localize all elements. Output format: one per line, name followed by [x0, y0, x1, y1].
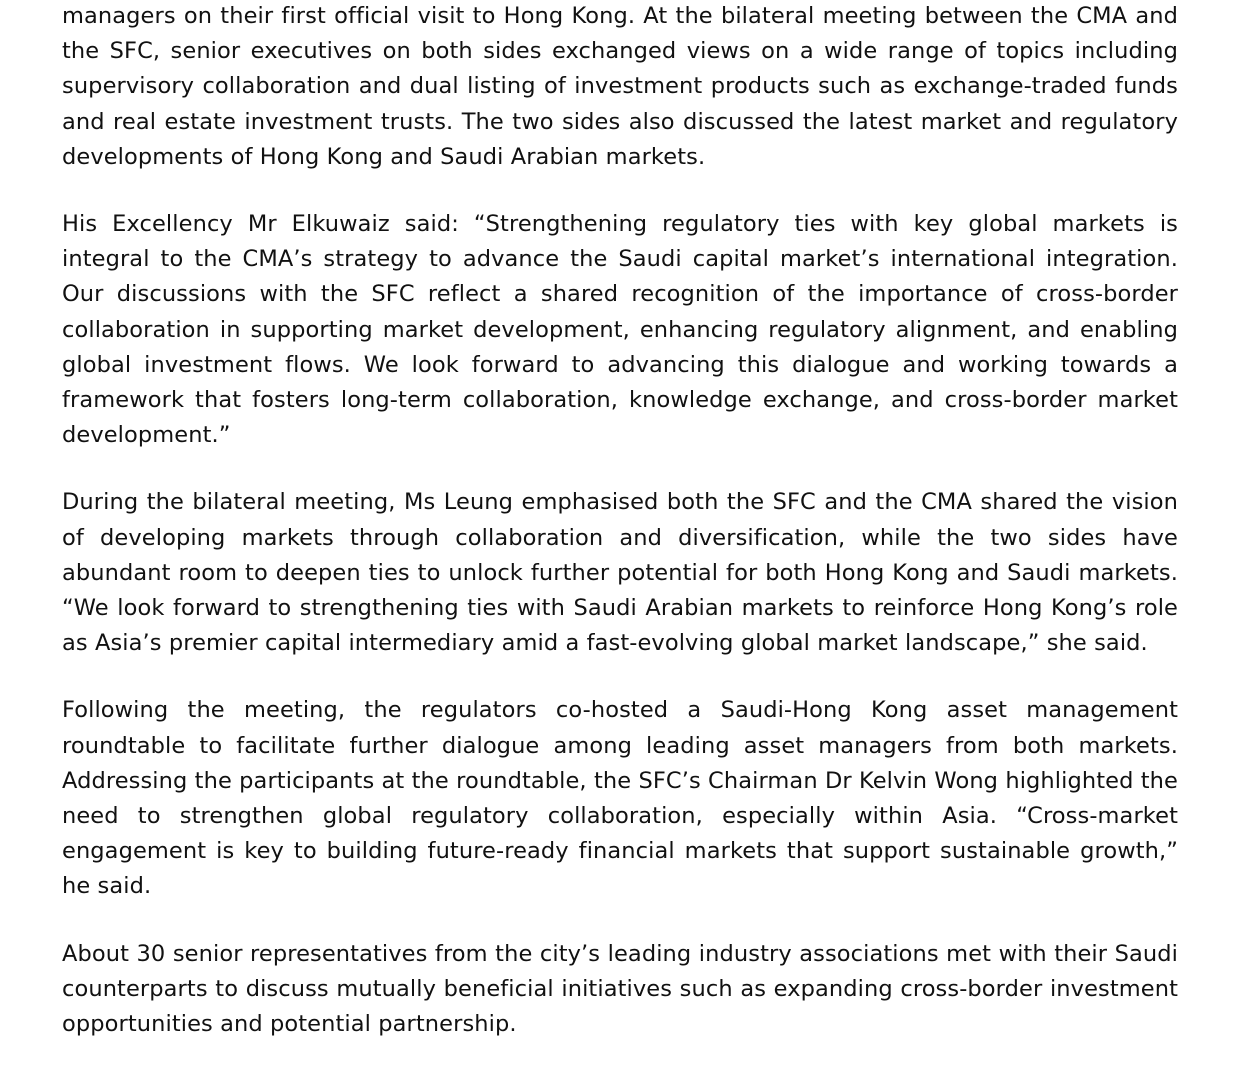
paragraph-roundtable: Following the meeting, the regulators co-hosted a Saudi-Hong Kong asset management roundtable to facilitate further dialogue among leading asset managers from both markets. Addressing the participants at the roundtable, the SFC’s Chairman Dr Kelvin Wong highlighted the need to strengthen global regulatory collaboration, especially within Asia. “Cross-market engagement is key to building future-ready financial markets that support sustainable growth,” he said. [62, 697, 1178, 900]
paragraph-bilateral-meeting: managers on their first official visit to Hong Kong. At the bilateral meeting between the CMA and the SFC, senior executives on both sides exchanged views on a wide range of topics including supervisory collaboration and dual listing of investment products such as exchange-traded funds and real estate investment trusts. The two sides also discussed the latest market and regulatory developments of Hong Kong and Saudi Arabian markets. [62, 3, 1178, 170]
paragraph-industry-associations: About 30 senior representatives from the city’s leading industry associations met with their Saudi counterparts to discuss mutually beneficial initiatives such as expanding cross-border investment opportunities and potential partnership. [62, 940, 1178, 1038]
press-release-body [62, 0, 1178, 1074]
paragraph-elkuwaiz-quote: His Excellency Mr Elkuwaiz said: “Strengthening regulatory ties with key global markets is integral to the CMA’s strategy to advance the Saudi capital market’s international integration. Our discussions with the SFC reflect a shared recognition of the importance of cross-border collaboration in supporting market development, enhancing regulatory alignment, and enabling global investment flows. We look forward to advancing this dialogue and working towards a framework that fosters long-term collaboration, knowledge exchange, and cross-border market development.” [62, 211, 1178, 449]
paragraph-leung-remarks: During the bilateral meeting, Ms Leung emphasised both the SFC and the CMA shared the vision of developing markets through collaboration and diversification, while the two sides have abundant room to deepen ties to unlock further potential for both Hong Kong and Saudi markets. “We look forward to strengthening ties with Saudi Arabian markets to reinforce Hong Kong’s role as Asia’s premier capital intermediary amid a fast-evolving global market landscape,” she said. [62, 489, 1178, 657]
